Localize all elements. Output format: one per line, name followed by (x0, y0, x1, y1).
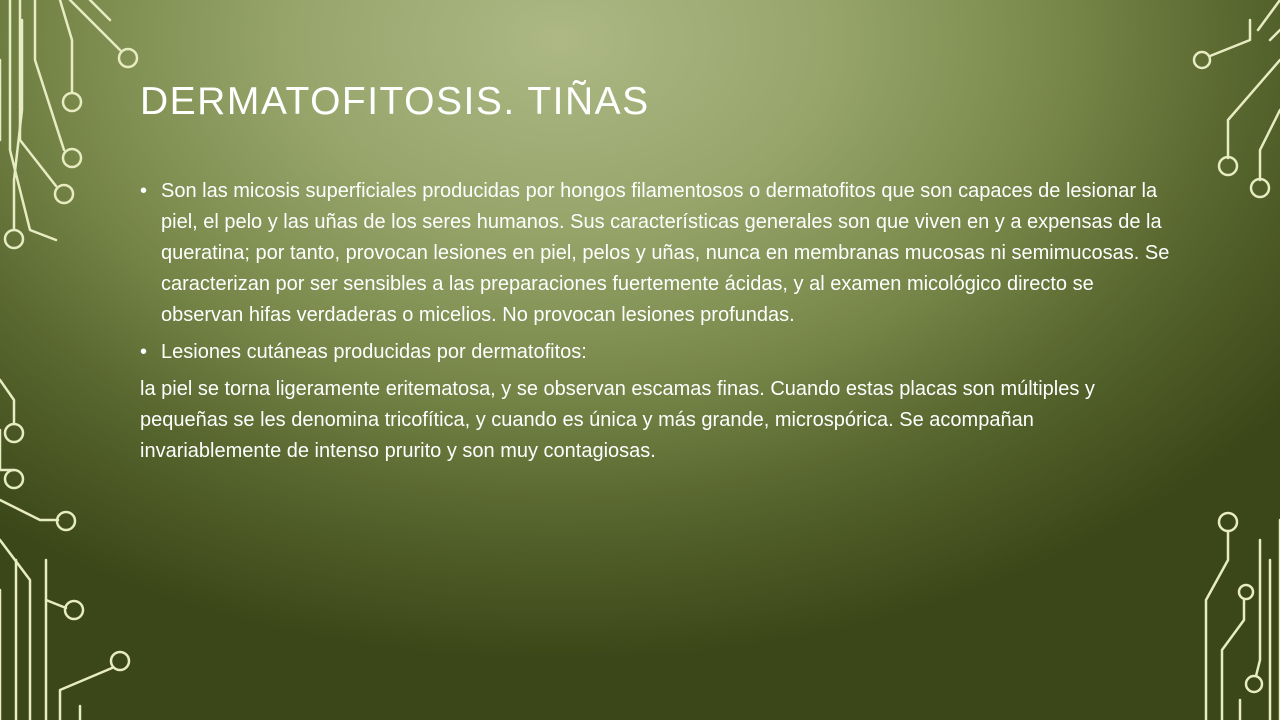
bullet-item (140, 176, 1170, 331)
bullet-item (140, 337, 1170, 368)
slide-title: DERMATOFITOSIS. TIÑAS (140, 80, 650, 123)
bullet-text: Son las micosis superficiales producidas por hongos filamentosos o dermatofitos que son capaces de lesionar la piel, el pelo y las uñas de los seres humanos. Sus características generales son que viven en y a expensas de la queratina; por tanto, provocan lesiones en piel, pelos y uñas, nunca en membranas mucosas ni semimucosas. Se caracterizan por ser sensibles a las preparaciones fuertemente ácidas, y al examen micológico directo se observan hifas verdaderas o micelios. No provocan lesiones profundas. (161, 180, 1170, 326)
slide-content (140, 176, 1170, 467)
body-paragraph: la piel se torna ligeramente eritematosa, y se observan escamas finas. Cuando estas placas son múltiples y pequeñas se les denomina tricofítica, y cuando es única y más grande, microspórica. Se acompañan invariablemente de intenso prurito y son muy contagiosas. (140, 378, 1095, 462)
bullet-marker: • (140, 341, 148, 363)
bullet-marker: • (140, 180, 148, 202)
bullet-text: Lesiones cutáneas producidas por dermatofitos: (161, 341, 587, 363)
